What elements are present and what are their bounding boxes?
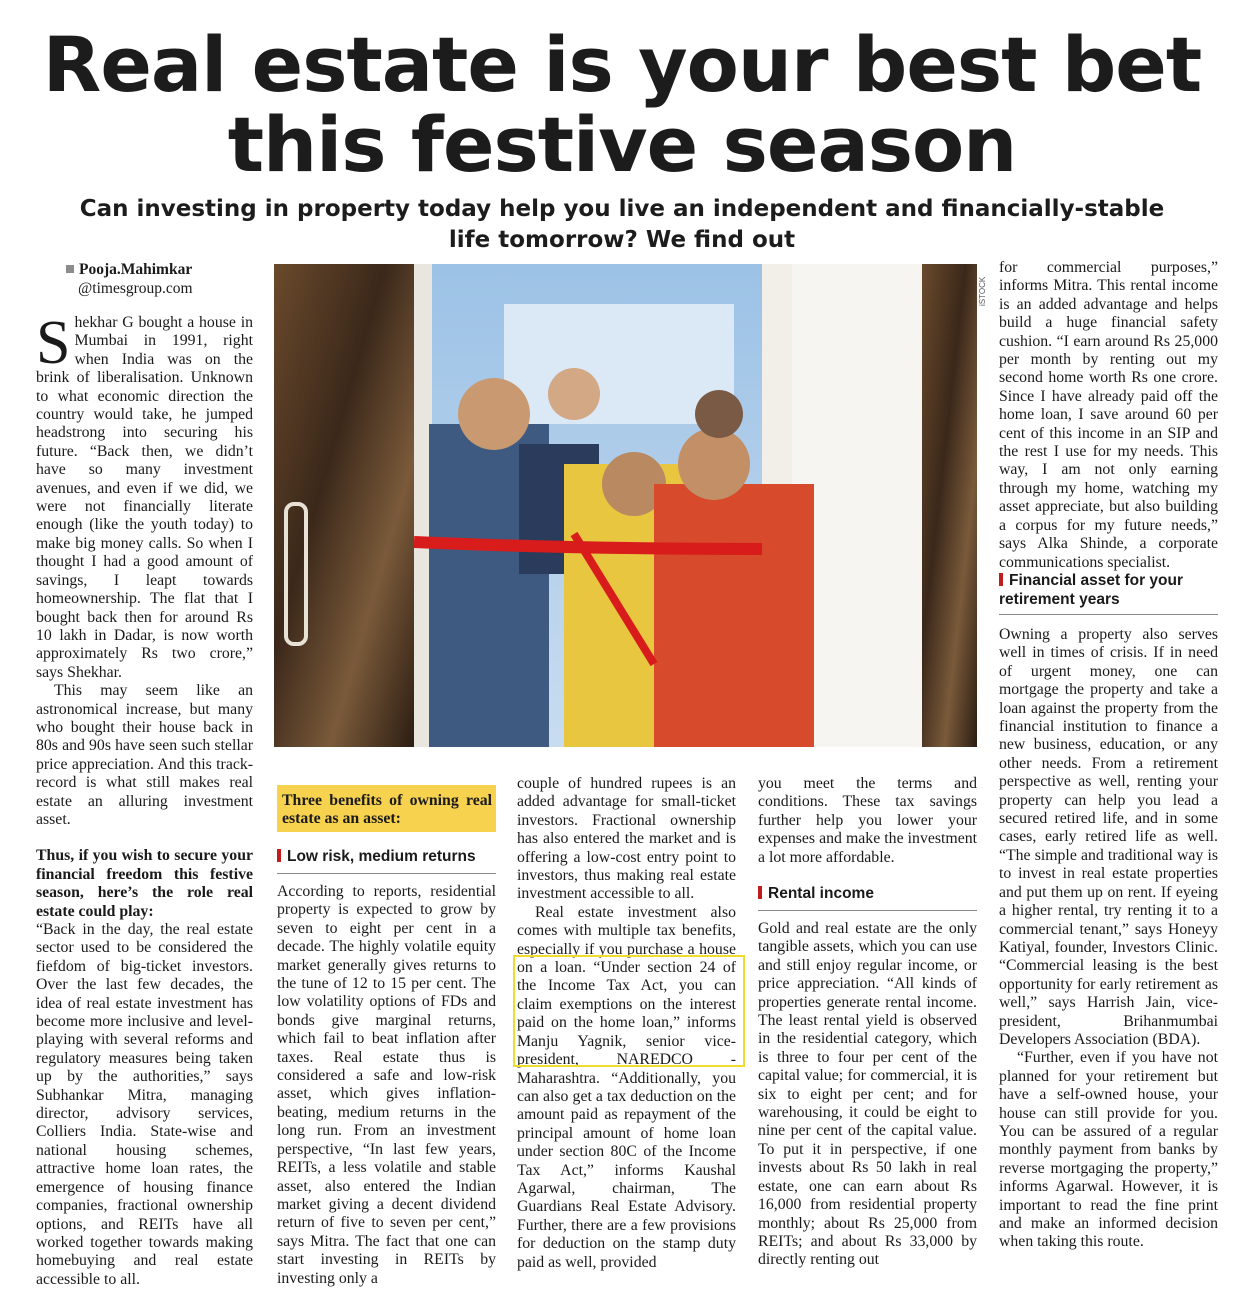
article-photo [274, 264, 977, 747]
subhead-low-risk [277, 847, 497, 866]
column-4 [758, 775, 977, 867]
subhead-text: Low risk, medium returns [287, 848, 476, 865]
benefits-box-text: Three benefits of owning real estate as an asset: [282, 792, 492, 828]
divider [277, 873, 496, 874]
intro-paragraph: hekhar G bought a house in Mumbai in 1991, right when India was on the brink of liberalisation. Unknown to what economic direction the country would take, he jumped headstrong into securing his future. “Back then, we didn’t have so many investment avenues, and even if we did, we were not financially literate enough (like the youth today) to make big money calls. So when I thought I had a good amount of savings, I leapt towards homeownership. The flat that I bought back then for around Rs 10 lakh in Dadar, is now worth approximately Rs two crore,” says Shekhar. [36, 314, 253, 681]
paragraph: “Further, even if you have not planned for your retirement but have a self-owned house, your house can still provide for you. You can be assured of a regular monthly payment from banks by reverse mortgaging the property,” informs Agarwal. However, it is important to read the fine print and make an informed decision when taking this route. [999, 1049, 1218, 1251]
paragraph: Real estate investment also comes with multiple tax benefits, especially if you purchase a house on a loan. “Under section 24 of the Income Tax Act, you can claim exemptions on the interest paid on the home loan,” informs Manju Yagnik, senior vice-president, NAREDCO - Maharashtra. “Additionally, you can also get a tax deduction on the amount paid as repayment of the principal amount of home loan under section 80C of the Income Tax Act,” informs Kaushal Agarwal, chairman, The Guardians Real Estate Advisory. Further, there are a few provisions for deduction on the stamp duty paid as well, provided [517, 903, 736, 1271]
deck [60, 194, 1184, 256]
subhead-text: Financial asset for your [1009, 572, 1183, 589]
deck-line-1: Can investing in property today help you live an independent and financially-stable [79, 196, 1165, 222]
subhead-rental-income [758, 884, 977, 903]
drop-cap: S [36, 309, 71, 377]
paragraph: for commercial purposes,” informs Mitra. This rental income is an added advantage and helps build a huge financial safety cushion. “I earn around Rs 25,000 per month by renting out my second home worth Rs one crore. Since I have already paid off the home loan, I save around 60 per cent of this income in an SIP and the rest I use for my needs. This way, I am not only earning through my home, watching my asset appreciate, but also building a corpus for my future needs,” says Alka Shinde, a corporate communications specialist. [999, 259, 1218, 571]
photo-credit: iSTOCK [978, 276, 987, 306]
byline-name: Pooja.Mahimkar [79, 261, 193, 278]
headline-line-2: this festive season [227, 100, 1017, 189]
divider [758, 910, 977, 911]
paragraph: Owning a property also serves well in times of crisis. If in need of urgent money, one can mortgage the property and take a loan against the property from the financial institution to finance a new business, education, or any other needs. From a retirement perspective as well, renting your property can help you lead a secured retired life, and in some cases, early retired life as well. “The simple and traditional way is to invest in real estate properties and put them up on rent. If eyeing a higher rental, try renting it to a commercial tenant,” says Honeyy Katiyal, founder, Investors Clinic. “Commercial leasing is the best opportunity for early retirement as well,” says Harrish Jain, vice-president, Brihanmumbai Developers Association (BDA). [999, 626, 1218, 1048]
divider [999, 614, 1218, 615]
headline-line-1: Real estate is your best bet [42, 20, 1202, 109]
subhead-text: Rental income [768, 885, 874, 902]
subhead-bar-icon [277, 849, 281, 862]
column-4-continued [758, 920, 977, 1270]
highlight-box [513, 955, 745, 1067]
paragraph: “Back in the day, the real estate sector used to be considered the fiefdom of big-ticket investors. Over the last few decades, the idea of real estate investment has become more inclusive and level-playing with several reforms and regulatory measures being taken up by the authorities,” says Subhankar Mitra, managing director, advisory services, Colliers India. State-wise and national housing schemes, attractive home loan rates, the emergence of housing finance companies, fractional ownership options, and REITs have all worked together towards making homebuying and real estate accessible to all. [36, 921, 253, 1288]
paragraph: couple of hundred rupees is an added advantage for small-ticket investors. Fractional ownership has also entered the market and is offering a low-cost entry point to investors, thus making real estate investment accessible to all. [517, 775, 736, 903]
bold-lead-paragraph: Thus, if you wish to secure your financial freedom this festive season, here’s the role real estate could play: [36, 847, 253, 920]
byline-email: @timesgroup.com [78, 280, 193, 297]
column-2 [277, 883, 496, 1288]
subhead-financial-asset [999, 571, 1218, 609]
column-5 [999, 259, 1218, 572]
subhead-bar-icon [999, 573, 1003, 586]
deck-line-2: life tomorrow? We find out [448, 227, 796, 253]
paragraph: you meet the terms and conditions. These tax savings further help you lower your expenses and make the investment a lot more affordable. [758, 775, 977, 866]
column-1 [36, 309, 253, 1289]
headline [0, 20, 1244, 189]
byline [66, 260, 246, 298]
subhead-text: retirement years [999, 591, 1120, 608]
paragraph: According to reports, residential property is expected to grow by seven to eight per cent in a decade. The highly volatile equity market generally gives returns to the tune of 12 to 15 per cent. The low volatility options of FDs and bonds give marginal returns, which fail to beat inflation after taxes. Real estate thus is considered a safe and low-risk asset, which gives inflation-beating, medium returns in the long run. From an investment perspective, “In last few years, REITs, a less volatile and stable asset, also entered the Indian market giving a decent dividend return of five to seven per cent,” says Mitra. The fact that one can start investing in REITs by investing only a [277, 883, 496, 1287]
column-5-continued [999, 626, 1218, 1252]
byline-square-icon [66, 265, 74, 273]
paragraph: Gold and real estate are the only tangible assets, which you can use and still enjoy regular income, or price appreciation. “All kinds of properties generate rental income. The least rental yield is observed in the residential category, which is three to four per cent of the capital value; for commercial, it is six to eight per cent; and for warehousing, it could be eight to nine per cent of the capital value. To put it in perspective, if one invests about Rs 50 lakh in real estate, one can earn about Rs 16,000 from residential property monthly; about Rs 25,000 from REITs; and about Rs 33,000 by directly renting out [758, 920, 977, 1269]
paragraph: This may seem like an astronomical increase, but many who bought their house back in 80s and 90s have seen such stellar price appreciation. And this track-record is what still makes real estate an alluring investment asset. [36, 682, 253, 828]
subhead-bar-icon [758, 886, 762, 899]
